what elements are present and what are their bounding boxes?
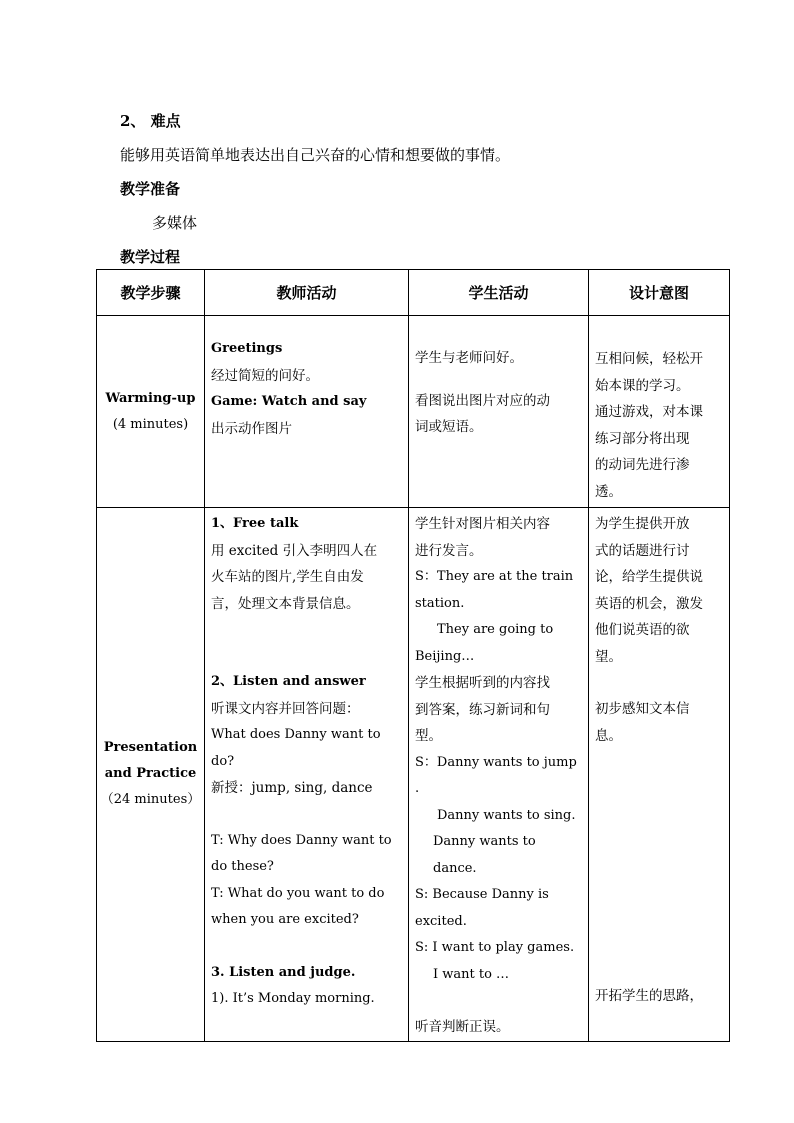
intent-warmup-line: 透。 [595,483,622,500]
student-warmup-line: 看图说出图片对应的动 [415,392,550,409]
student-free-line: station. [415,595,465,611]
step-presentation-title: Presentation [103,740,198,756]
intent-warmup-line: 的动词先进行渗 [595,457,690,473]
prep-text: 多媒体 [152,214,198,232]
student-listen-line: I want to … [433,966,510,982]
header-teacher: 教师活动 [205,270,409,316]
teacher-warmup [205,316,409,508]
teacher-why-line: when you are excited? [211,912,359,927]
student-judge-line: 听音判断正误。 [415,1019,510,1035]
intent-free-line: 英语的机会，激发 [595,595,703,612]
student-presentation [409,508,589,1042]
student-warmup [409,316,589,508]
intent-judge-line: 开拓学生的思路， [595,988,703,1004]
student-free-line: They are going to [437,622,554,637]
teacher-warmup-line: 经过简短的问好。 [211,367,319,384]
step-warmup-time: (4 minutes) [112,416,189,432]
intent-warmup-line: 通过游戏，对本课 [595,404,703,420]
step-presentation-time: （24 minutes） [100,792,201,808]
intent-warmup-line: 始本课的学习。 [595,377,690,394]
teacher-why-line: do these? [211,859,274,874]
student-listen-line: excited. [415,913,467,929]
student-listen-line: 学生根据听到的内容找 [415,675,550,691]
step-presentation-title: and Practice [104,766,197,782]
step-presentation [97,508,205,1042]
intent-presentation [589,508,730,1042]
section-heading-process: 教学过程 [120,248,181,266]
intent-free-line: 式的话题进行讨 [595,542,690,559]
lesson-process-table [96,269,730,1042]
intent-listen-line: 息。 [595,727,622,744]
section-heading-prep: 教学准备 [120,180,181,198]
header-intent: 设计意图 [589,270,730,316]
intent-warmup-line: 练习部分将出现 [595,430,690,447]
student-free-line: 学生针对图片相关内容 [415,516,550,532]
teacher-free-talk-line: 用 excited 引入李明四人在 [211,542,378,559]
student-listen-line: Danny wants to sing. [437,807,576,823]
student-free-line: Beijing… [415,648,475,664]
teacher-free-talk-line: 火车站的图片,学生自由发 [211,569,364,585]
teacher-free-talk-title: 1、Free talk [211,516,299,531]
teacher-listen-line: What does Danny want to [211,727,381,742]
teacher-why-line: T: What do you want to do [211,885,385,901]
teacher-why-line: T: Why does Danny want to [211,832,392,848]
teacher-judge-title: 3. Listen and judge. [211,964,356,980]
teacher-presentation [205,508,409,1042]
student-listen-line: 到答案，练习新词和句 [415,701,550,718]
student-listen-line: S: Because Danny is [415,887,549,902]
teacher-listen-line: 听课文内容并回答问题： [211,700,360,717]
header-step: 教学步骤 [97,270,205,316]
student-free-line: 进行发言。 [415,542,483,559]
table-header-row [97,270,730,316]
intent-free-line: 他们说英语的欲 [595,622,690,638]
difficulty-text: 能够用英语简单地表达出自己兴奋的心情和想要做的事情。 [120,146,511,164]
student-warmup-line: 学生与老师问好。 [415,350,523,366]
student-listen-line: S：Danny wants to jump . [415,754,577,796]
intent-free-line: 望。 [595,648,622,665]
student-listen-line: 型。 [415,728,442,744]
header-student: 学生活动 [409,270,589,316]
student-listen-line: Danny wants to dance. [433,834,536,876]
teacher-listen-line: 新授：jump, sing, dance [211,780,373,796]
step-warmup-title: Warming-up [105,390,196,406]
intent-listen-line: 初步感知文本信 [595,701,690,717]
intent-warmup-line: 互相问候，轻松开 [595,351,703,367]
teacher-free-talk-line: 言，处理文本背景信息。 [211,595,360,612]
table-row-warmup [97,316,730,508]
teacher-judge-line: 1). It’s Monday morning. [211,991,375,1006]
teacher-warmup-line: Game: Watch and say [211,394,367,409]
student-listen-line: S: I want to play games. [415,940,575,955]
student-warmup-line: 词或短语。 [415,419,483,435]
teacher-listen-title: 2、Listen and answer [211,674,366,689]
teacher-warmup-line: Greetings [211,341,283,356]
intent-free-line: 论，给学生提供说 [595,569,703,585]
section-heading-difficulty: 2、 难点 [120,112,181,130]
table-row-presentation [97,508,730,1042]
intent-warmup [589,316,730,508]
intent-free-line: 为学生提供开放 [595,516,690,532]
teacher-listen-line: do? [211,753,235,769]
student-free-line: S：They are at the train [415,569,574,584]
step-warmup [97,316,205,508]
teacher-warmup-line: 出示动作图片 [211,420,292,437]
